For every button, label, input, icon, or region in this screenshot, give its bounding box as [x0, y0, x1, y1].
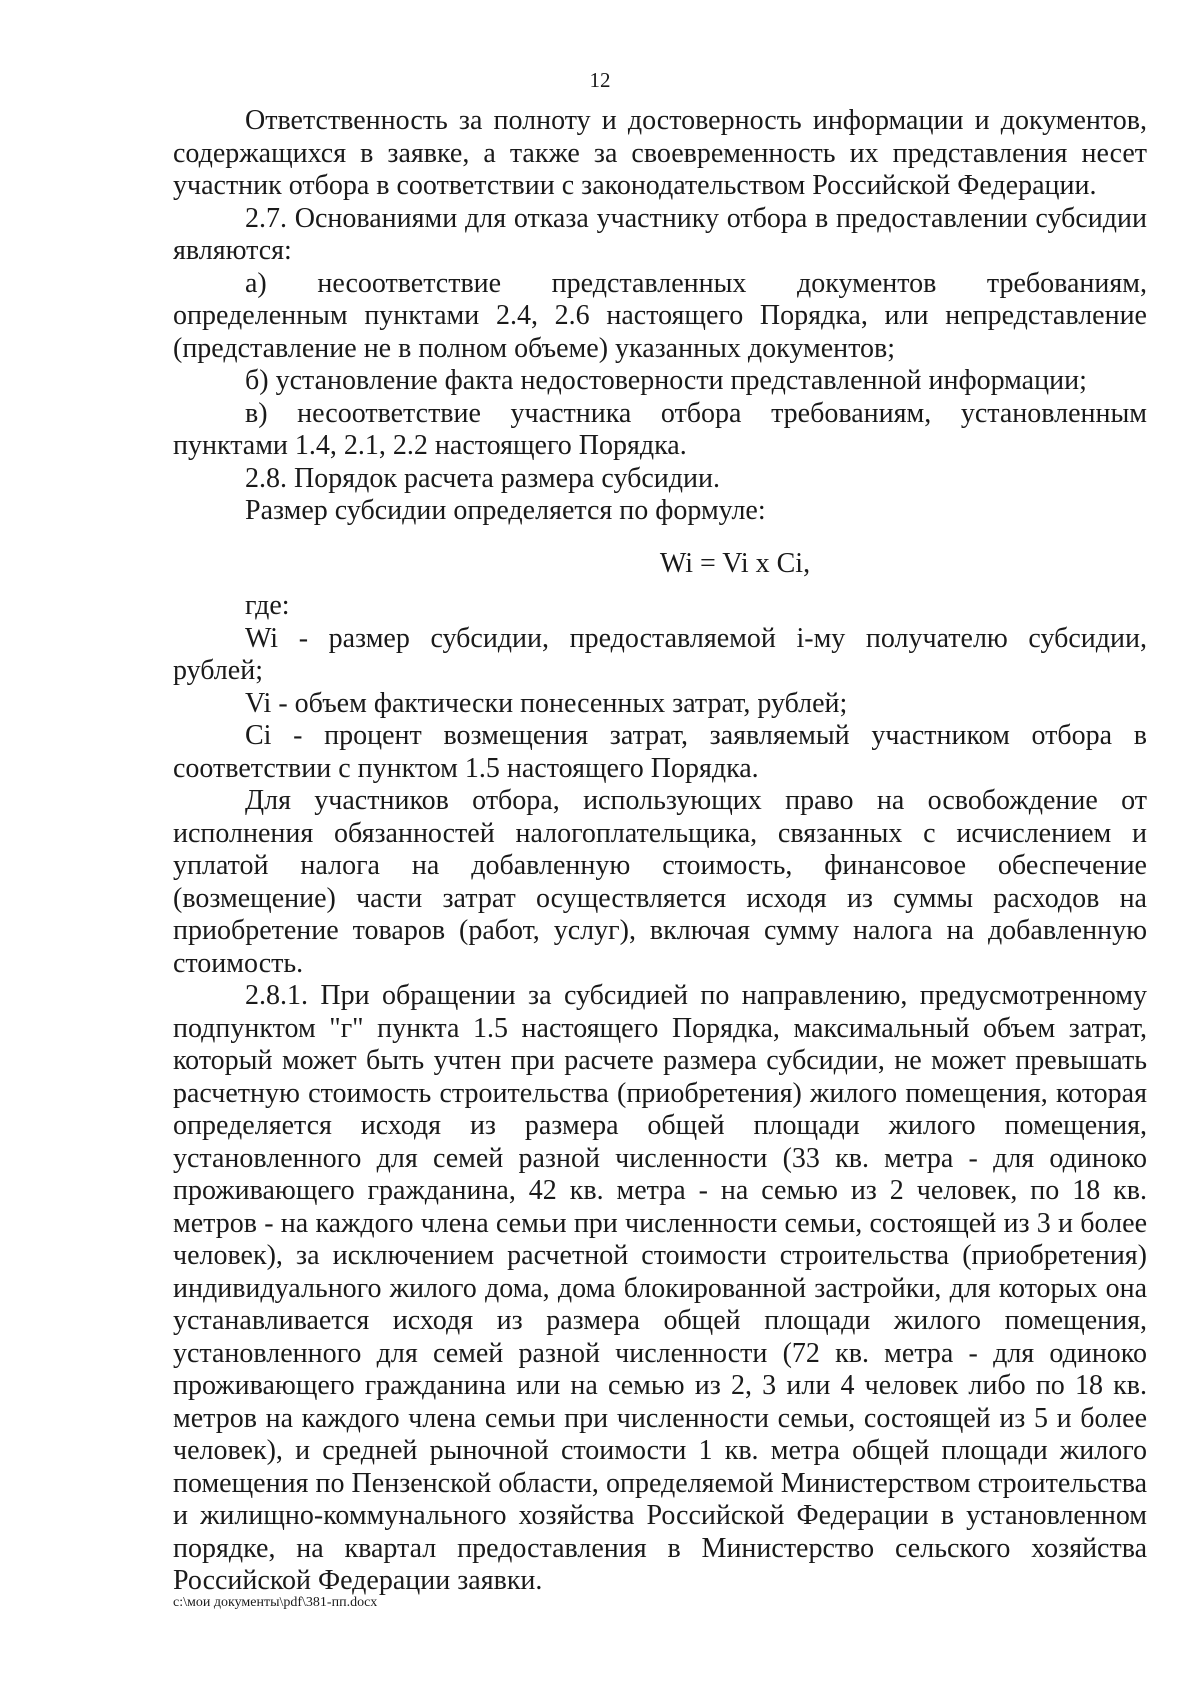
- paragraph-ci-definition: Ci - процент возмещения затрат, заявляемый участником отбора в соответствии с пунктом 1.5 настоящего Порядка.: [173, 720, 1147, 784]
- paragraph-2-7-b: б) установление факта недостоверности представленной информации;: [245, 365, 1087, 396]
- document-body: [173, 105, 1147, 1598]
- paragraph-where: где:: [245, 590, 290, 621]
- paragraph-2-8-1: 2.8.1. При обращении за субсидией по направлению, предусмотренному подпунктом "г" пункта 1.5 настоящего Порядка, максимальный объем затрат, который может быть учтен при расчете размера субсидии, не может превышать расчетную стоимость строительства (приобретения) жилого помещения, которая определяется исходя из размера общей площади жилого помещения, установленного для семей разной численности (33 кв. метра - для одиноко проживающего гражданина, 42 кв. метра - на семью из 2 человек, по 18 кв. метров - на каждого члена семьи при численности семьи, состоящей из 3 и более человек), за исключением расчетной стоимости строительства (приобретения) индивидуального жилого дома, дома блокированной застройки, для которых она устанавливается исходя из размера общей площади жилого помещения, установленного для семей разной численности (72 кв. метра - для одиноко проживающего гражданина или на семью из 2, 3 или 4 человек либо по 18 кв. метров на каждого члена семьи при численности семьи, состоящей из 5 и более человек), и средней рыночной стоимости 1 кв. метра общей площади жилого помещения по Пензенской области, определяемой Министерством строительства и жилищно-коммунального хозяйства Российской Федерации в установленном порядке, на квартал предоставления в Министерство сельского хозяйства Российской Федерации заявки.: [173, 980, 1147, 1596]
- paragraph-vat-exempt: Для участников отбора, использующих право на освобождение от исполнения обязанностей налогоплательщика, связанных с исчислением и уплатой налога на добавленную стоимость, финансовое обеспечение (возмещение) части затрат осуществляется исходя из суммы расходов на приобретение товаров (работ, услуг), включая сумму налога на добавленную стоимость.: [173, 785, 1147, 979]
- paragraph-responsibility: Ответственность за полноту и достоверность информации и документов, содержащихся в заявке, а также за своевременность их представления несет участник отбора в соответствии с законодательством Российской Федерации.: [173, 105, 1147, 201]
- page-number: 12: [589, 68, 611, 92]
- paragraph-wi-definition: Wi - размер субсидии, предоставляемой i-му получателю субсидии, рублей;: [173, 622, 1147, 686]
- paragraph-vi-definition: Vi - объем фактически понесенных затрат, рублей;: [245, 687, 848, 719]
- subsidy-formula: Wi = Vi x Ci,: [659, 547, 811, 579]
- footer-file-path: c:\мои документы\pdf\381-пп.docx: [173, 1595, 378, 1610]
- paragraph-formula-intro: Размер субсидии определяется по формуле:: [245, 495, 766, 526]
- paragraph-2-7: 2.7. Основаниями для отказа участнику отбора в предоставлении субсидии являются:: [173, 202, 1147, 266]
- paragraph-2-7-a: а) несоответствие представленных документов требованиям, определенным пунктами 2.4, 2.6 настоящего Порядка, или непредставление (представление не в полном объеме) указанных документов;: [173, 267, 1147, 364]
- paragraph-2-8: 2.8. Порядок расчета размера субсидии.: [245, 462, 720, 494]
- paragraph-2-7-v: в) несоответствие участника отбора требованиям, установленным пунктами 1.4, 2.1, 2.2 настоящего Порядка.: [173, 397, 1147, 461]
